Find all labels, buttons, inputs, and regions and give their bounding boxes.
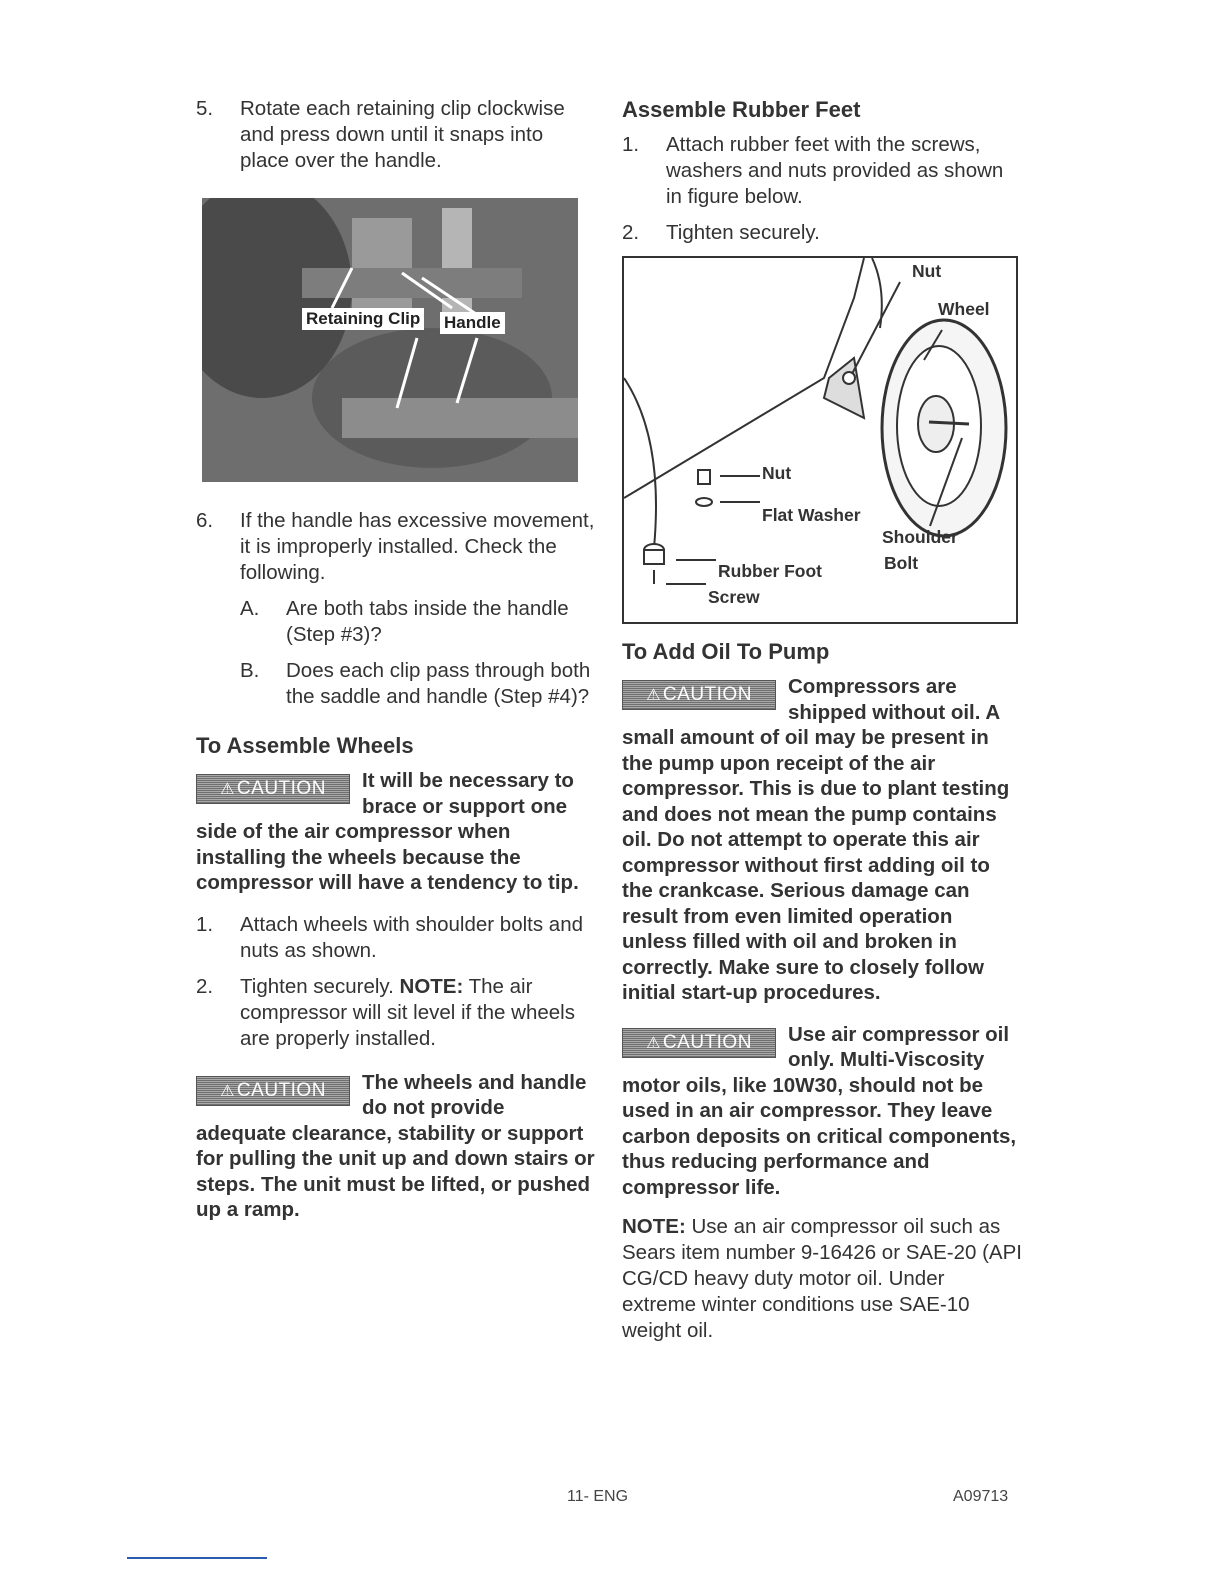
retaining-clip-label: Retaining Clip	[302, 308, 424, 330]
bolt-label: Bolt	[884, 553, 919, 573]
step-5	[196, 96, 596, 174]
caution-badge	[622, 680, 776, 710]
step-number: 2.	[196, 974, 214, 998]
caution-label: CAUTION	[236, 1079, 326, 1101]
substep-a	[240, 596, 596, 648]
rubber-feet-figure	[622, 256, 1018, 624]
document-code: A09713	[953, 1488, 1009, 1505]
bottom-rule	[127, 1557, 267, 1559]
screw-label: Screw	[708, 587, 760, 607]
assemble-wheels-heading: To Assemble Wheels	[196, 733, 414, 758]
step-number: 2.	[622, 221, 640, 244]
step-text: Attach rubber feet with the screws, washers and nuts provided as shown in figure below.	[666, 133, 1004, 208]
oil-note	[622, 1214, 1022, 1344]
retaining-clip-photo	[202, 198, 578, 482]
step-number: 5.	[196, 97, 214, 120]
feet-step-2	[622, 220, 1022, 246]
step-number: 6.	[196, 509, 214, 532]
warning-triangle-icon: ⚠	[220, 1082, 235, 1100]
note-label: NOTE:	[399, 974, 464, 998]
step-text: Tighten securely.	[666, 221, 820, 244]
assemble-rubber-feet-heading: Assemble Rubber Feet	[622, 97, 861, 122]
step-number: 1.	[196, 912, 214, 936]
shoulder-label: Shoulder	[882, 527, 958, 547]
step-text: If the handle has excessive movement, it is improperly installed. Check the following.	[240, 509, 595, 584]
page-number: 11- ENG	[567, 1488, 629, 1505]
caution-label: CAUTION	[662, 684, 752, 705]
substep-b	[240, 658, 596, 710]
caution-label: CAUTION	[236, 778, 326, 799]
step-text: The air compressor will sit level if the wheels are properly installed.	[240, 974, 575, 1050]
note-body: Use an air compressor oil such as Sears item number 9-16426 or SAE-20 (API CG/CD heavy duty motor oil. Under extreme winter conditions use SAE-10 weight oil.	[622, 1215, 1022, 1342]
wheel-label: Wheel	[938, 299, 990, 319]
caution-oil-shipped	[622, 674, 1022, 1006]
left-column	[196, 96, 596, 1223]
warning-triangle-icon: ⚠	[220, 781, 235, 798]
caution-brace	[196, 768, 596, 896]
handle-label: Handle	[440, 312, 505, 334]
right-column	[622, 96, 1022, 1344]
caution-text: The wheels and handle do not provide adequate clearance, stability or support for pulling the unit up and down stairs or steps. The unit must be lifted, or pushed up a ramp.	[196, 1070, 595, 1221]
caution-text: Use air compressor oil only. Multi-Viscosity motor oils, like 10W30, should not be used in an air compressor. They leave carbon deposits on critical components, thus reducing performance and compressor life.	[622, 1022, 1017, 1199]
wheel-step-1	[196, 912, 596, 964]
caution-oil-type	[622, 1022, 1022, 1201]
substep-text: Are both tabs inside the handle (Step #3)?	[286, 597, 569, 646]
caution-badge	[196, 774, 350, 804]
caution-stairs	[196, 1070, 596, 1223]
caution-label: CAUTION	[662, 1031, 752, 1053]
step-number: 1.	[622, 133, 640, 156]
caution-text: Compressors are shipped without oil. A small amount of oil may be present in the pump upon receipt of the air compressor. This is due to plant testing and does not mean the pump contains oil. Do not attempt to operate this air compressor without first adding oil to the crankcase. Serious damage can result from even limited operation unless filled with oil and broken in correctly. Make sure to closely follow initial start-up procedures.	[622, 675, 1010, 1004]
note-label: NOTE:	[622, 1215, 686, 1238]
caution-badge	[196, 1076, 350, 1106]
feet-step-1	[622, 132, 1022, 210]
photo-illustration	[202, 198, 578, 482]
substep-letter: A.	[240, 597, 260, 620]
step-text-lead: Tighten securely.	[240, 974, 400, 998]
substep-letter: B.	[240, 659, 260, 682]
substep-text: Does each clip pass through both the saddle and handle (Step #4)?	[286, 659, 591, 708]
step-text: Rotate each retaining clip clockwise and press down until it snaps into place over the handle.	[240, 97, 565, 172]
caution-text: It will be necessary to brace or support one side of the air compressor when installing the wheels because the compressor will have a tendency to tip.	[196, 769, 579, 894]
caution-badge	[622, 1028, 776, 1058]
flat-washer-label: Flat Washer	[762, 505, 861, 525]
nut-top-label: Nut	[912, 261, 942, 281]
nut-label: Nut	[762, 463, 792, 483]
add-oil-heading: To Add Oil To Pump	[622, 639, 830, 664]
rubber-foot-label: Rubber Foot	[718, 561, 823, 581]
wheel-step-2	[196, 974, 596, 1052]
step-6	[196, 508, 596, 586]
warning-triangle-icon: ⚠	[646, 687, 661, 704]
warning-triangle-icon: ⚠	[646, 1034, 661, 1052]
step-text: Attach wheels with shoulder bolts and nuts as shown.	[240, 912, 584, 962]
